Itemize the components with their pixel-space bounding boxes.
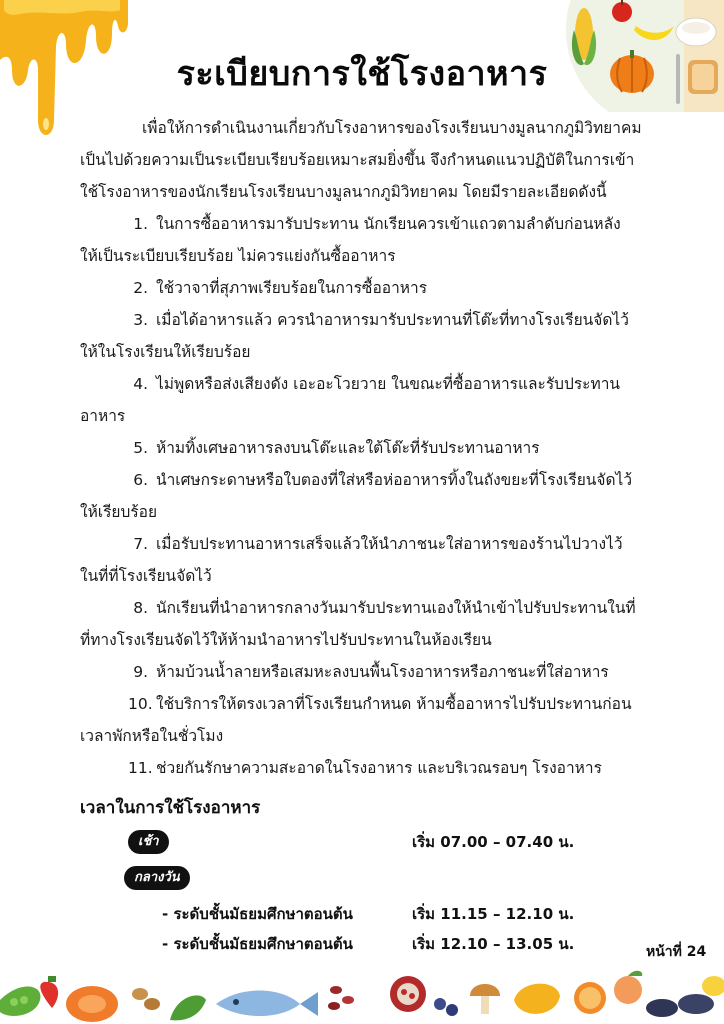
rule-number: 7. <box>133 535 148 553</box>
rule-item-3-continued: ให้ในโรงเรียนให้เรียบร้อย <box>80 343 251 361</box>
rule-item-11 <box>128 758 602 778</box>
page-title: ระเบียบการใช้โรงอาหาร <box>176 54 548 94</box>
rule-number: 3. <box>133 311 148 329</box>
rule-item-3 <box>128 310 629 330</box>
pea-pod-icon <box>0 986 40 1016</box>
citrus-icon <box>574 982 606 1014</box>
intro-line-2: เป็นไปด้วยความเป็นระเบียบเรียบร้อยเหมาะสมยิ่งขึ้น จึงกำหนดแนวปฏิบัติในการเข้า <box>80 151 635 169</box>
rule-text: ไม่พูดหรือส่งเสียงดัง เอะอะโวยวาย ในขณะที่ซื้ออาหารและรับประทาน <box>156 375 620 393</box>
beans-icon <box>328 986 354 1010</box>
lunch-time-1: เริ่ม 11.15 – 12.10 น. <box>412 905 575 923</box>
lunch-badge: กลางวัน <box>124 866 190 890</box>
rule-number: 6. <box>133 471 148 489</box>
rule-text: เมื่อรับประทานอาหารเสร็จแล้วให้นำภาชนะใส่อาหารของร้านไปวางไว้ <box>156 535 623 553</box>
strawberry-icon <box>40 976 58 1008</box>
rule-item-10 <box>128 694 632 714</box>
rule-number: 4. <box>133 375 148 393</box>
morning-badge: เช้า <box>128 830 169 854</box>
rule-text: ช่วยกันรักษาความสะอาดในโรงอาหาร และบริเวณรอบๆ โรงอาหาร <box>156 759 602 777</box>
rule-item-10-continued: เวลาพักหรือในชั่วโมง <box>80 727 224 745</box>
bowl-icon <box>676 18 716 46</box>
rule-item-1-continued: ให้เป็นระเบียบเรียบร้อย ไม่ควรแย่งกันซื้ออาหาร <box>80 247 396 265</box>
rule-number: 1. <box>133 215 148 233</box>
rule-item-5 <box>128 438 540 458</box>
rule-number: 11. <box>128 759 153 777</box>
pomegranate-icon <box>390 976 426 1012</box>
nuts-icon <box>132 988 160 1010</box>
rule-item-4 <box>128 374 620 394</box>
lunch-level-2: - ระดับชั้นมัธยมศึกษาตอนต้น <box>162 935 353 953</box>
rule-item-6 <box>128 470 632 490</box>
rule-item-8 <box>128 598 636 618</box>
rule-text: ใช้วาจาที่สุภาพเรียบร้อยในการซื้ออาหาร <box>156 279 428 297</box>
rule-item-1 <box>128 214 621 234</box>
intro-line-1: เพื่อให้การดำเนินงานเกี่ยวกับโรงอาหารของโรงเรียนบางมูลนากภูมิวิทยาคม <box>142 119 642 137</box>
rule-item-4-continued: อาหาร <box>80 407 126 425</box>
lunch-time-2: เริ่ม 12.10 – 13.05 น. <box>412 935 575 953</box>
rule-number: 10. <box>128 695 153 713</box>
rule-text: ห้ามทิ้งเศษอาหารลงบนโต๊ะและใต้โต๊ะที่รับประทานอาหาร <box>156 439 540 457</box>
rule-text: ใช้บริการให้ตรงเวลาที่โรงเรียนกำหนด ห้ามซื้ออาหารไปรับประทานก่อน <box>156 695 632 713</box>
blueberries-icon <box>434 998 458 1016</box>
food-border-decoration <box>0 960 724 1024</box>
honey-drop-shine <box>43 118 49 130</box>
morning-time: เริ่ม 07.00 – 07.40 น. <box>412 833 575 851</box>
rule-text: ในการซื้ออาหารมารับประทาน นักเรียนควรเข้าแถวตามลำดับก่อนหลัง <box>156 215 621 233</box>
rule-item-6-continued: ให้เรียบร้อย <box>80 503 158 521</box>
mussel-icon <box>646 994 714 1017</box>
rule-text: ห้ามบ้วนน้ำลายหรือเสมหะลงบนพื้นโรงอาหารหรือภาชนะที่ใส่อาหาร <box>156 663 609 681</box>
lemon-icon <box>702 976 724 996</box>
fish-icon <box>216 991 318 1017</box>
rule-item-2 <box>128 278 427 298</box>
green-leaf-icon <box>170 995 206 1020</box>
peach-icon <box>614 971 642 1004</box>
rule-number: 8. <box>133 599 148 617</box>
rule-text: นำเศษกระดาษหรือใบตองที่ใส่หรือห่ออาหารทิ้งในถังขยะที่โรงเรียนจัดไว้ <box>156 471 633 489</box>
pepper-icon <box>514 984 560 1014</box>
page-number: หน้าที่ 24 <box>646 944 707 960</box>
rule-number: 9. <box>133 663 148 681</box>
rule-item-7-continued: ในที่ที่โรงเรียนจัดไว้ <box>80 567 212 585</box>
rule-item-7 <box>128 534 623 554</box>
lunch-level-1: - ระดับชั้นมัธยมศึกษาตอนต้น <box>162 905 353 923</box>
papaya-icon <box>66 986 118 1022</box>
intro-line-3: ใช้โรงอาหารของนักเรียนโรงเรียนบางมูลนากภูมิวิทยาคม โดยมีรายละเอียดดังนี้ <box>80 183 607 201</box>
mushroom-icon <box>470 984 500 1014</box>
rule-number: 5. <box>133 439 148 457</box>
rule-item-9 <box>128 662 609 682</box>
schedule-heading: เวลาในการใช้โรงอาหาร <box>80 798 261 818</box>
rule-item-8-continued: ที่ทางโรงเรียนจัดไว้ให้ห้ามนำอาหารไปรับประทานในห้องเรียน <box>80 631 492 649</box>
rule-number: 2. <box>133 279 148 297</box>
rule-text: เมื่อได้อาหารแล้ว ควรนำอาหารมารับประทานที่โต๊ะที่ทางโรงเรียนจัดไว้ <box>156 311 629 329</box>
rule-text: นักเรียนที่นำอาหารกลางวันมารับประทานเองให้นำเข้าไปรับประทานในที่ <box>156 599 636 617</box>
